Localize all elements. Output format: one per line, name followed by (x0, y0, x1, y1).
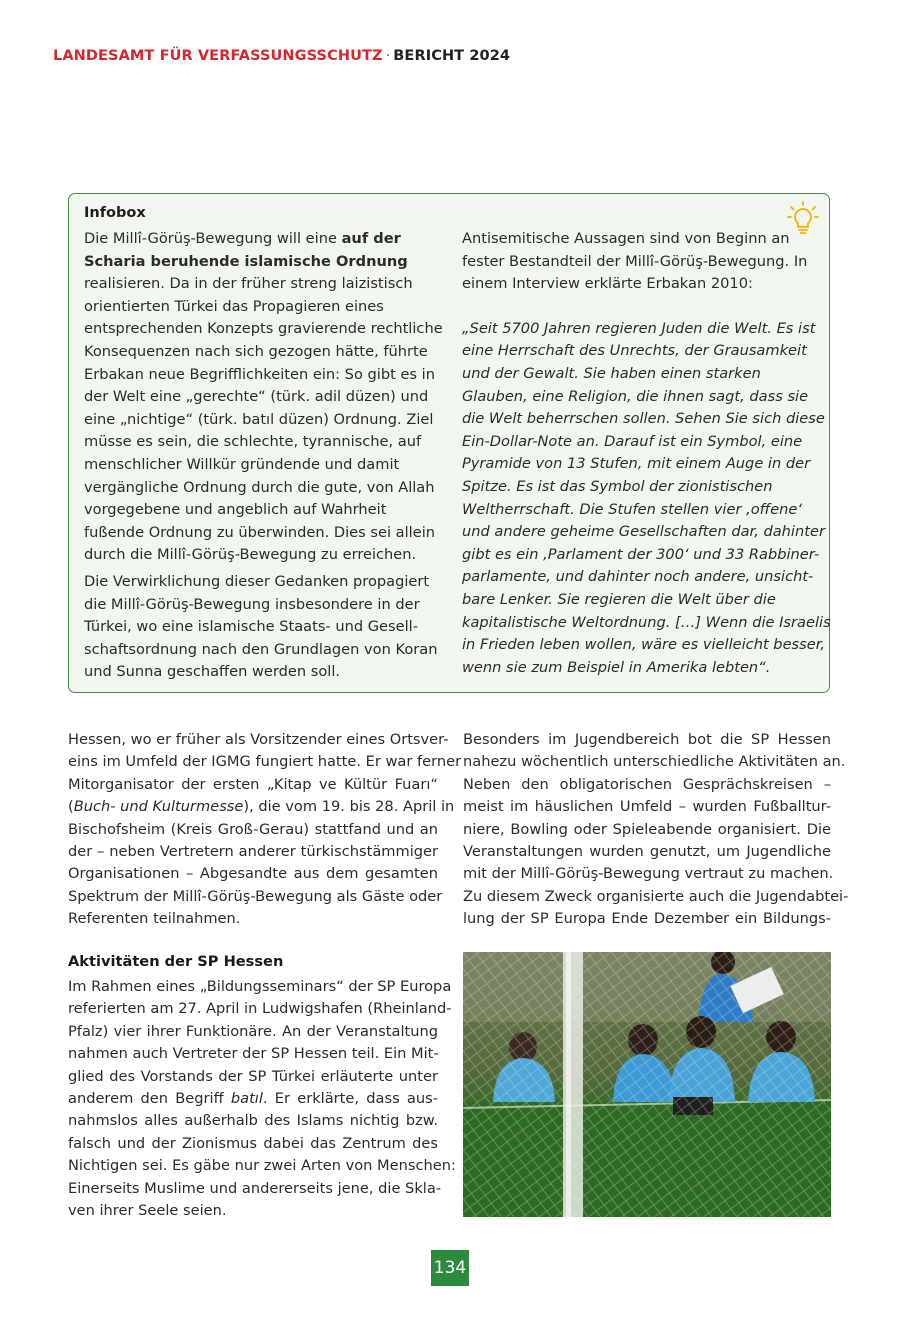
infobox-intro-line: Antisemitische Aussagen sind von Beginn an (462, 230, 790, 247)
infobox-text-line: durch die Millî-Görüş-Bewegung zu erreichen. (84, 546, 417, 564)
quote-line: Ein-Dollar-Note an. Darauf ist ein Symbol, eine (462, 432, 803, 450)
section-heading: Aktivitäten der SP Hessen (68, 953, 284, 970)
header-separator: · (385, 48, 391, 64)
body-text-line: Besonders im Jugendbereich bot die SP Hessen (463, 731, 831, 748)
infobox-text-line: entsprechenden Konzepts gravierende rechtliche (84, 320, 443, 338)
body-text-line: Veranstaltungen wurden genutzt, um Jugendliche (463, 842, 831, 860)
infobox-intro (462, 228, 818, 296)
quote-line: bare Lenker. Sie regieren die Welt über die (462, 590, 776, 608)
infobox-text-line: menschlicher Willkür gründende und damit (84, 455, 400, 473)
quote-line: wenn sie zum Beispiel in Amerika lebten“. (462, 658, 771, 676)
section-text-line: glied des Vorstands der SP Türkei erläuterte unter (68, 1067, 438, 1085)
running-header (53, 48, 510, 64)
section-body (68, 976, 456, 1222)
quote-line: parlamente, und dahinter noch andere, unsicht- (462, 568, 814, 586)
infobox-text-line: Konsequenzen nach sich gezogen hätte, führte (84, 342, 428, 360)
body-text-line: Mitorganisator der ersten „Kitap ve Kültür Fuarı“ (68, 775, 438, 793)
section-text-line: nahmslos alles außerhalb des Islams nichtig bzw. (68, 1112, 438, 1130)
body-text-line: Organisationen – Abgesandte aus dem gesamten (68, 865, 438, 883)
body-text-line: nahezu wöchentlich unterschiedliche Aktivitäten an. (463, 753, 846, 771)
infobox-text-line: müsse es sein, die schlechte, tyrannische, auf (84, 433, 422, 451)
quote-line: Spitze. Es ist das Symbol der zionistischen (462, 477, 773, 495)
quote-line: Weltherrschaft. Die Stufen stellen vier ‚offene‘ (462, 500, 803, 518)
infobox-text-line: Die Millî-Görüş-Bewegung will eine auf der (84, 230, 401, 247)
body-text-line: Spektrum der Millî-Görüş-Bewegung als Gäste oder (68, 887, 443, 905)
body-text-line: Referenten teilnahmen. (68, 910, 241, 928)
body-text-line: Zu diesem Zweck organisierte auch die Jugendabtei- (463, 887, 849, 905)
infobox-text-line: der Welt eine „gerechte“ (türk. adil düzen) und (84, 388, 429, 406)
erbakan-quote (462, 318, 831, 680)
body-text-line: Neben den obligatorischen Gesprächskreisen – (463, 775, 831, 793)
infobox-text-line: Scharia beruhende islamische Ordnung (84, 252, 408, 270)
section-text-line: Im Rahmen eines „Bildungsseminars“ der SP Europa (68, 978, 452, 995)
infobox-text-line: Die Verwirklichung dieser Gedanken propagiert (84, 572, 430, 590)
infobox-text-line: schaftsordnung nach den Grundlagen von Koran (84, 640, 438, 658)
infobox-title: Infobox (84, 205, 146, 221)
body-text-line: Hessen, wo er früher als Vorsitzender eines Ortsver- (68, 731, 449, 748)
quote-line: Pyramide von 13 Stufen, mit einem Auge in der (462, 455, 811, 473)
body-text-line: meist im häuslichen Umfeld – wurden Fußballtur- (463, 798, 831, 816)
page-number: 134 (431, 1250, 469, 1286)
body-text-line: der – neben Vertretern anderer türkischstämmiger (68, 842, 438, 860)
body-text-line: mit der Millî-Görüş-Bewegung vertraut zu machen. (463, 865, 834, 883)
football-team-photo (463, 952, 831, 1217)
section-text-line: referierten am 27. April in Ludwigshafen (Rheinland- (68, 1000, 452, 1018)
header-organization: LANDESAMT FÜR VERFASSUNGSSCHUTZ (53, 48, 383, 64)
body-text-line: Bischofsheim (Kreis Groß-Gerau) stattfand und an (68, 820, 438, 838)
infobox-text-line: vergängliche Ordnung durch die gute, von Allah (84, 478, 435, 496)
infobox-text-line: fußende Ordnung zu überwinden. Dies sei allein (84, 523, 436, 541)
infobox-left-column (84, 228, 443, 684)
quote-line: gibt es ein ‚Parlament der 300‘ und 33 Rabbiner- (462, 545, 820, 563)
infobox-text-line: und Sunna geschaffen werden soll. (84, 663, 341, 681)
header-report-title: BERICHT 2024 (393, 48, 511, 64)
section-text-line: Pfalz) vier ihrer Funktionäre. An der Veranstaltung (68, 1022, 438, 1040)
infobox-text-line: eine „nichtige“ (türk. batıl düzen) Ordnung. Ziel (84, 410, 434, 428)
section-text-line: Nichtigen sei. Es gäbe nur zwei Arten von Menschen: (68, 1157, 456, 1175)
body-left-column (68, 729, 462, 931)
infobox-intro-line: fester Bestandteil der Millî-Görüş-Bewegung. In (462, 252, 808, 270)
infobox-text-line: vorgegebene und angeblich auf Wahrheit (84, 501, 387, 519)
infobox-text-line: Erbakan neue Begrifflichkeiten ein: So gibt es in (84, 365, 435, 383)
quote-line: und andere geheime Gesellschaften dar, dahinter (462, 523, 825, 541)
quote-line: in Frieden leben wollen, wäre es vielleicht besser, (462, 636, 826, 654)
quote-line: und der Gewalt. Sie haben einen starken (462, 364, 761, 382)
quote-line: kapitalistische Weltordnung. […] Wenn die Israelis (462, 613, 831, 631)
quote-line: „Seit 5700 Jahren regieren Juden die Welt. Es ist (462, 319, 816, 337)
section-text-line: anderem den Begriff batıl. Er erklärte, dass aus- (68, 1089, 438, 1107)
body-text-line: eins im Umfeld der IGMG fungiert hatte. Er war ferner (68, 753, 462, 771)
body-right-column (463, 729, 849, 931)
body-text-line: lung der SP Europa Ende Dezember ein Bildungs- (463, 910, 831, 928)
infobox-text-line: realisieren. Da in der früher streng laizistisch (84, 275, 413, 293)
body-text-line: (Buch- und Kulturmesse), die vom 19. bis 28. April in (68, 798, 455, 816)
infobox-right-column (462, 228, 831, 679)
infobox-intro-line: einem Interview erklärte Erbakan 2010: (462, 275, 753, 293)
infobox-text-line: die Millî-Görüş-Bewegung insbesondere in der (84, 595, 420, 613)
quote-line: die Welt beherrschen sollen. Sehen Sie sich diese (462, 410, 825, 428)
infobox-text-line: Türkei, wo eine islamische Staats- und Gesell- (84, 618, 418, 636)
quote-line: eine Herrschaft des Unrechts, der Grausamkeit (462, 342, 807, 360)
section-text-line: ven ihrer Seele seien. (68, 1201, 227, 1219)
section-text-line: nahmen auch Vertreter der SP Hessen teil. Ein Mit- (68, 1045, 439, 1063)
section-text-line: falsch und der Zionismus dabei das Zentrum des (68, 1134, 438, 1152)
infobox-text-line: orientierten Türkei das Propagieren eines (84, 297, 384, 315)
body-text-line: niere, Bowling oder Spieleabende organisiert. Die (463, 820, 831, 838)
section-text-line: Einerseits Muslime und andererseits jene, die Skla- (68, 1179, 442, 1197)
quote-line: Glauben, eine Religion, die ihnen sagt, dass sie (462, 387, 809, 405)
